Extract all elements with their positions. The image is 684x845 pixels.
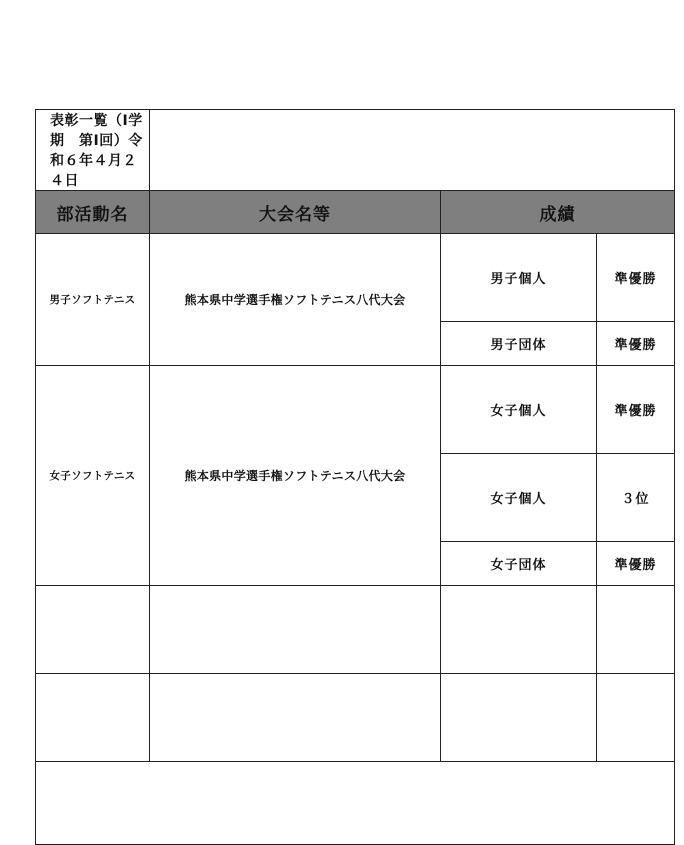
result-category: 女子個人 xyxy=(441,366,597,454)
title-blank-cell xyxy=(150,110,675,191)
empty-cell xyxy=(36,586,150,674)
empty-cell xyxy=(597,674,675,762)
event-name: 熊本県中学選手権ソフトテニス八代大会 xyxy=(150,234,441,366)
club-name: 女子ソフトテニス xyxy=(36,366,150,586)
club-name: 男子ソフトテニス xyxy=(36,234,150,366)
empty-cell xyxy=(36,674,150,762)
awards-table xyxy=(35,109,675,845)
result-rank: 準優勝 xyxy=(597,234,675,322)
notes-cell xyxy=(36,762,675,845)
result-rank: 準優勝 xyxy=(597,542,675,586)
table-title: 表彰一覧（Ⅰ学期 第Ⅰ回）令和６年４月２４日 xyxy=(36,110,150,191)
empty-cell xyxy=(150,586,441,674)
header-club: 部活動名 xyxy=(36,191,150,234)
empty-cell xyxy=(441,586,597,674)
result-rank: 準優勝 xyxy=(597,322,675,366)
result-category: 女子団体 xyxy=(441,542,597,586)
result-category: 男子団体 xyxy=(441,322,597,366)
result-rank: 準優勝 xyxy=(597,366,675,454)
header-event: 大会名等 xyxy=(150,191,441,234)
event-name: 熊本県中学選手権ソフトテニス八代大会 xyxy=(150,366,441,586)
result-category: 女子個人 xyxy=(441,454,597,542)
result-category: 男子個人 xyxy=(441,234,597,322)
empty-cell xyxy=(441,674,597,762)
empty-cell xyxy=(150,674,441,762)
result-rank: ３位 xyxy=(597,454,675,542)
header-result: 成績 xyxy=(441,191,675,234)
empty-cell xyxy=(597,586,675,674)
